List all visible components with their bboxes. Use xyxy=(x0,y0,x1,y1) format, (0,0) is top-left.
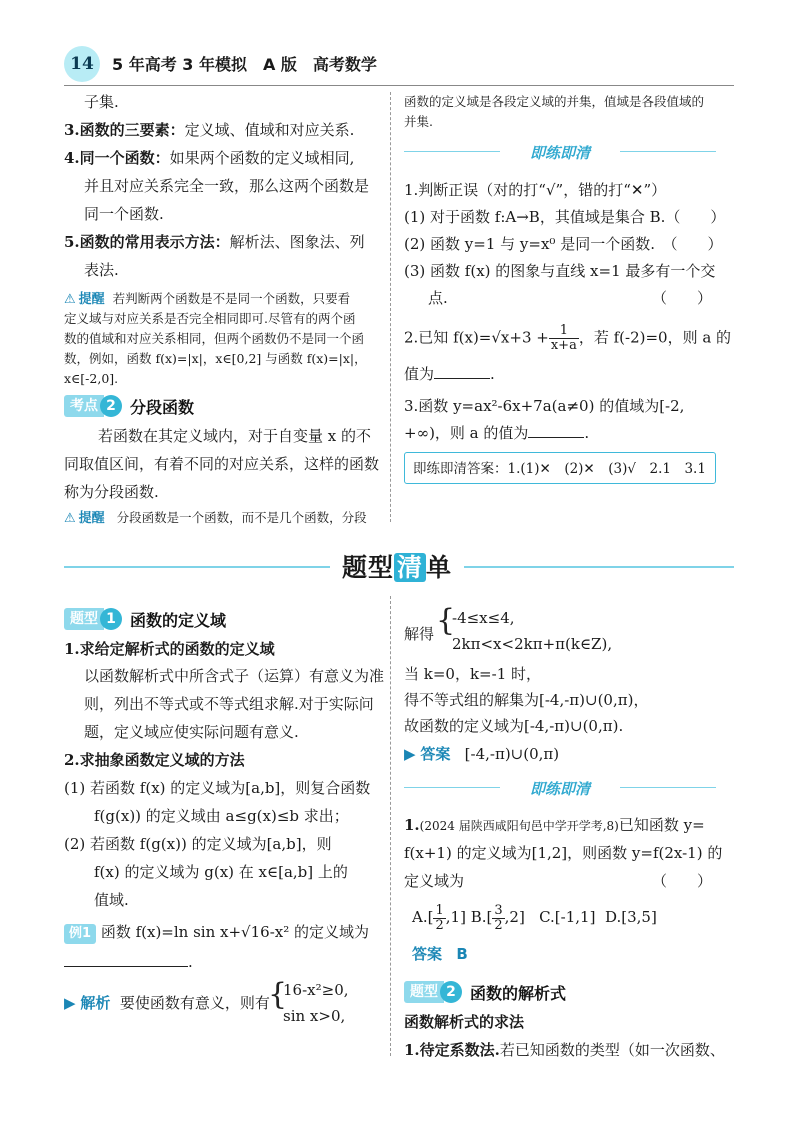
text-line: 5.函数的常用表示方法：解析法、图象法、列 xyxy=(64,233,365,251)
question-line: (2) 函数 y=1 与 y=x⁰ 是同一个函数. （ ） xyxy=(404,235,723,253)
solution-line: 故函数的定义域为[-4,-π)∪(0,π). xyxy=(404,717,624,735)
fill-blank xyxy=(434,364,490,379)
practice-answer-box: 即练即清答案：1.(1)✕ (2)✕ (3)√ 2.1 3.1 xyxy=(404,452,716,484)
subheading: 函数解析式的求法 xyxy=(404,1013,525,1031)
tixing-badge: 题型 1 函数的定义域 xyxy=(64,608,226,630)
subheading: 2.求抽象函数定义域的方法 xyxy=(64,751,245,769)
text-line: 表法. xyxy=(84,261,119,279)
answer-paren: （ ） xyxy=(652,872,713,890)
kaodian-badge: 考点 2 分段函数 xyxy=(64,395,194,417)
question-line: 3.函数 y=ax²-6x+7a(a≠0) 的值域为[-2, xyxy=(404,397,685,415)
question-line: 1.判断正误（对的打“√”，错的打“✕”） xyxy=(404,181,667,199)
text-line: f(x) 的定义域为 g(x) 在 x∈[a,b] 上的 xyxy=(94,863,348,881)
question-line: f(x+1) 的定义域为[1,2]，则函数 y=f(2x-1) 的 xyxy=(404,844,723,862)
text-line: 以函数解析式中所含式子（运算）有意义为准 xyxy=(84,667,385,685)
question-line: 点. xyxy=(428,289,448,307)
text-line: 并集. xyxy=(404,114,433,129)
header-rule xyxy=(64,85,734,86)
text-line: 子集. xyxy=(84,93,119,111)
text-line: 4.同一个函数：如果两个函数的定义域相同, xyxy=(64,149,355,167)
text-line: 同一个函数. xyxy=(84,205,164,223)
tip-line: 数，例如，函数 f(x)=|x|，x∈[0,2] 与函数 f(x)=|x|， xyxy=(64,351,367,366)
question-line: 定义域为 xyxy=(404,872,465,890)
answer-line: ▶ 答案 [-4,-π)∪(0,π) xyxy=(404,745,560,763)
page-number: 14 xyxy=(64,46,100,82)
text-line: 1.待定系数法.若已知函数的类型（如一次函数、 xyxy=(404,1041,725,1059)
column-divider-bottom xyxy=(390,596,391,1056)
text-line: 同取值区间，有着不同的对应关系，这样的函数 xyxy=(64,455,380,473)
condition-line: -4≤x≤4, xyxy=(452,609,515,627)
book-title: 5 年高考 3 年模拟 A 版 高考数学 xyxy=(112,55,377,74)
question-line: 1.(2024 届陕西咸阳旬邑中学开学考,8)已知函数 y= xyxy=(404,816,705,834)
solution-line: ▶ 解析 要使函数有意义，则有 xyxy=(64,994,270,1012)
condition-line: sin x>0, xyxy=(283,1007,346,1025)
text-line: 值域. xyxy=(94,891,129,909)
brace: { xyxy=(436,603,456,638)
text-line: 并且对应关系完全一致，那么这两个函数是 xyxy=(84,177,370,195)
text-line: f(g(x)) 的定义域由 a≤g(x)≤b 求出； xyxy=(94,807,349,825)
answer-paren: （ ） xyxy=(652,289,713,307)
warning-icon: ⚠ xyxy=(64,292,76,307)
tixing-badge: 题型 2 函数的解析式 xyxy=(404,981,566,1003)
solution-line: 解得 xyxy=(404,625,435,643)
text-line: (2) 若函数 f(g(x)) 的定义域为[a,b]，则 xyxy=(64,835,332,853)
tip-line: x∈[-2,0]. xyxy=(64,371,119,386)
text-line: 题，定义域应使实际问题有意义. xyxy=(84,723,299,741)
example-line: 例1 函数 f(x)=ln sin x+√16-x² 的定义域为 xyxy=(64,922,369,944)
practice-title: 即练即清 xyxy=(500,778,620,799)
condition-line: 16-x²≥0, xyxy=(283,981,349,999)
fill-blank xyxy=(64,952,188,967)
text-line: 则，列出不等式或不等式组求解.对于实际问 xyxy=(84,695,374,713)
text-line: 若函数在其定义域内，对于自变量 x 的不 xyxy=(98,427,371,445)
question-line: (3) 函数 f(x) 的图象与直线 x=1 最多有一个交 xyxy=(404,262,716,280)
text-line: 3.函数的三要素：定义域、值域和对应关系. xyxy=(64,121,355,139)
section-title: 题型 清 单 xyxy=(330,548,464,584)
text-line: (1) 若函数 f(x) 的定义域为[a,b]，则复合函数 xyxy=(64,779,371,797)
warning-icon: ⚠ xyxy=(64,511,76,526)
tip-line: 数的值域和对应关系相同，但两个函数仍不是同一个函 xyxy=(64,331,365,346)
answer-line: 答案 B xyxy=(412,945,468,963)
column-divider-top xyxy=(390,92,391,522)
question-line: 2.已知 f(x)=√x+3 + $\frac{1}{x+a}$ ，若 f(-2)=0，则 a 的 xyxy=(404,323,732,353)
solution-line: 当 k=0，k=-1 时， xyxy=(404,665,542,683)
subheading: 1.求给定解析式的函数的定义域 xyxy=(64,640,275,658)
options-line: A.[ $\frac{1}{2}$ ,1] B.[ $\frac{3}{2}$ ,2] C.[-1,1] D.[3,5] xyxy=(412,902,657,933)
brace: { xyxy=(268,977,288,1012)
tip-line: ⚠ 提醒 分段函数是一个函数，而不是几个函数，分段 xyxy=(64,510,367,526)
question-line: +∞)，则 a 的值为 . xyxy=(404,424,590,442)
question-line: 值为 . xyxy=(404,365,495,383)
question-line: (1) 对于函数 f:A→B，其值域是集合 B.（ ） xyxy=(404,208,726,226)
tip-line: 定义域与对应关系是否完全相同即可.尽管有的两个函 xyxy=(64,311,356,326)
fill-blank xyxy=(528,423,584,438)
tip-line: ⚠ 提醒 若判断两个函数是不是同一个函数，只要看 xyxy=(64,291,351,307)
practice-title: 即练即清 xyxy=(500,142,620,163)
example-line: . xyxy=(64,952,193,973)
text-line: 函数的定义域是各段定义域的并集，值域是各段值域的 xyxy=(404,94,705,109)
condition-line: 2kπ<x<2kπ+π(k∈Z), xyxy=(452,635,613,653)
text-line: 称为分段函数. xyxy=(64,483,159,501)
solution-line: 得不等式组的解集为[-4,-π)∪(0,π)， xyxy=(404,691,649,709)
